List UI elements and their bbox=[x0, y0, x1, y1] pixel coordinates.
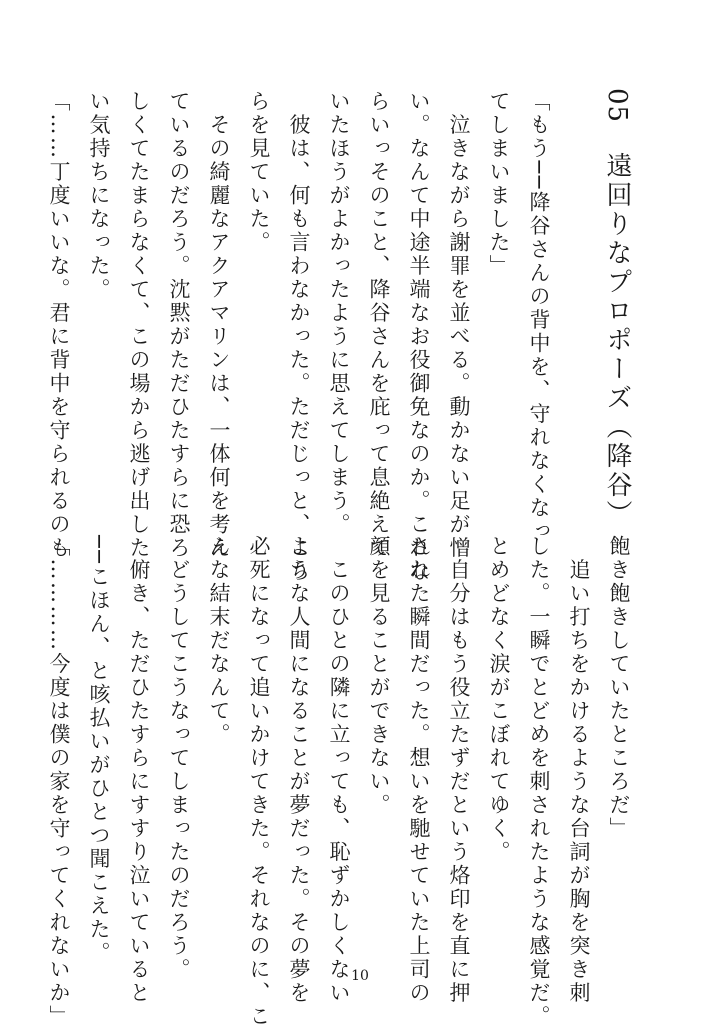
lower-line: 「…………今度は僕の家を守ってくれないか」 bbox=[47, 535, 71, 1029]
lower-line: 自分はもう役立たずだという烙印を直に押 bbox=[447, 535, 471, 1005]
lower-line: どうしてこうなってしまったのだろう。 bbox=[167, 535, 191, 982]
upper-line: らいっそのこと、降谷さんを庇って息絶えて bbox=[367, 90, 391, 560]
chapter-number: 05 bbox=[602, 88, 632, 124]
upper-line: 「もう──降谷さんの背中を、守れなくなっ bbox=[527, 90, 551, 544]
upper-line: い気持ちになった。 bbox=[87, 90, 111, 302]
lower-line: このひとの隣に立っても、恥ずかしくない bbox=[327, 535, 351, 1005]
upper-line: 「……丁度いいな。君に背中を守られるのも bbox=[47, 90, 71, 560]
lower-line: された瞬間だった。想いを馳せていた上司の bbox=[407, 535, 431, 1005]
lower-line: ──こほん、と咳払いがひとつ聞こえた。 bbox=[87, 535, 111, 965]
lower-line: 顔を見ることができない。 bbox=[367, 535, 391, 817]
upper-line: その綺麗なアクアマリンは、一体何を考え bbox=[207, 90, 231, 560]
lower-line: とめどなく涙がこぼれてゆく。 bbox=[487, 535, 511, 864]
upper-line: てしまいました」 bbox=[487, 90, 511, 278]
lower-line: 飽き飽きしていたところだ」 bbox=[607, 535, 631, 841]
upper-line: い。なんて中途半端なお役御免なのか。これな bbox=[407, 90, 431, 584]
lower-line: んな結末だなんて。 bbox=[207, 535, 231, 747]
upper-line: しくてたまらなくて、この場から逃げ出した bbox=[127, 90, 151, 560]
lower-line: 追い打ちをかけるような台詞が胸を突き刺 bbox=[567, 535, 591, 1005]
chapter-title: 遠回りなプロポーズ（降谷） bbox=[602, 152, 632, 530]
page-number: 10 bbox=[351, 968, 369, 984]
upper-line: いたほうがよかったように思えてしまう。 bbox=[327, 90, 351, 537]
lower-line: した。一瞬でとどめを刺されたような感覚だ。 bbox=[527, 535, 551, 1029]
lower-line: 俯き、ただひたすらにすすり泣いていると bbox=[127, 535, 151, 1005]
upper-line: ているのだろう。沈黙がただひたすらに恐ろ bbox=[167, 90, 191, 560]
lower-line: ような人間になることが夢だった。その夢を bbox=[287, 535, 311, 1005]
lower-line: 必死になって追いかけてきた。それなのに、こ bbox=[247, 535, 271, 1029]
upper-line: 泣きながら謝罪を並べる。動かない足が憎 bbox=[447, 90, 471, 560]
upper-line: 彼は、何も言わなかった。ただじっと、こち bbox=[287, 90, 311, 584]
upper-line: らを見ていた。 bbox=[247, 90, 271, 255]
chapter-heading bbox=[604, 88, 630, 529]
